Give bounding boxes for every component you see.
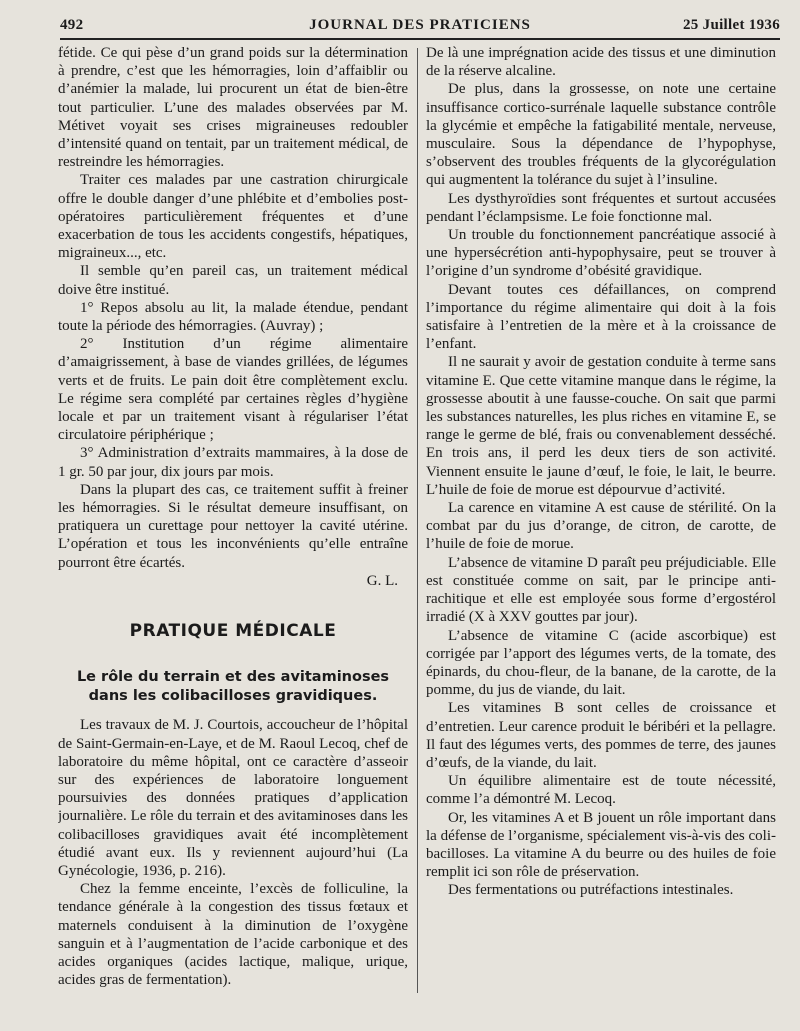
paragraph: Il semble qu’en pareil cas, un traitement médical doive être institué. [58,263,408,298]
issue-date: 25 Juillet 1936 [683,17,780,33]
paragraph: Les dysthyroïdies sont fréquentes et surtout accusées pendant l’éclampsisme. Le foie fonctionne mal. [426,190,776,225]
header-rule [60,38,780,40]
paragraph: Dans la plupart des cas, ce traitement suffit à freiner les hémorragies. Si le résultat demeure insuffisant, on pratiquera un curettage pour nettoyer la cavité utérine. L’opération et tous les inconvénients qu’elle entraîne pourront être écartés. [58,481,408,571]
paragraph: La carence en vitamine A est cause de stérilité. On la combat par du jus d’orange, de citron, de carotte, de l’huile de foie de morue. [426,500,776,553]
paragraph: Traiter ces malades par une castration chirurgicale offre le double danger d’une phlébite et d’embolies post-opératoires particulièrement fréquentes et d’une exacerbation de tous les accidents congestifs, hépatiques, migraineux..., etc. [58,172,408,262]
paragraph: Chez la femme enceinte, l’excès de folliculine, la tendance générale à la congestion des tissus fœtaux et maternels conduisent à la diminution de l’oxygène sanguin et à l’augmentation de l’acide carbonique et des acides organiques (acides lactique, malique, urique, acides gras de fermentation). [58,881,408,989]
paragraph: Un trouble du fonctionnement pancréatique associé à une hypersécrétion anti-hypophysaire, peut se trouver à l’origine d’un syndrome d’obésité gravidique. [426,227,776,280]
paragraph: De plus, dans la grossesse, on note une certaine insuffisance cortico-surrénale laquelle substance contrôle la glycémie et empêche la fatigabilité mentale, nerveuse, musculaire. Sous la dépendance de l’hypophyse, s’observent des troubles fréquents de la glycorégulation qui augmentent la tolérance du sujet à l’insuline. [426,81,776,189]
paragraph: Les vitamines B sont celles de croissance et d’entretien. Leur carence produit le béribéri et la pellagre. Il faut des légumes verts, des pommes de terre, des jaunes d’œufs, de la viande, du lait. [426,700,776,771]
paragraph: L’absence de vitamine C (acide ascorbique) est corrigée par l’apport des légumes verts, de la tomate, des épinards, du chou-fleur, de la banane, de la carotte, de la pomme, du jus de viande, du lait. [426,627,776,699]
paragraph: Devant toutes ces défaillances, on comprend l’importance du régime alimentaire qui doit à la fois satisfaire à l’entretien de la mère et à la croissance de l’enfant. [426,281,776,353]
left-column [58,44,408,1009]
paragraph: 2° Institution d’un régime alimentaire d’amaigrissement, à base de viandes grillées, de légumes verts et de fruits. Le pain doit être complètement exclu. Le régime sera complété par certaines règles d’hygiène locale et par un traitement visant à régulariser l’état circulatoire périphérique ; [58,336,408,444]
paragraph: Or, les vitamines A et B jouent un rôle important dans la défense de l’organisme, spécialement vis-à-vis des coli-bacilloses. La vitamine A du beurre ou des huiles de foie remplit ici son rôle de préservation. [426,809,776,881]
article-title-line: dans les colibacilloses gravidiques. [88,688,378,705]
page-header [60,14,780,38]
section-title: PRATIQUE MÉDICALE [129,621,337,642]
article-title-line: Le rôle du terrain et des avitaminoses [76,669,390,686]
journal-title: JOURNAL DES PRATICIENS [309,17,531,33]
paragraph: Les travaux de M. J. Courtois, accoucheur de l’hôpital de Saint-Germain-en-Laye, et de M. Raoul Lecoq, chef de laboratoire du même hôpital, ont ce caractère d’asseoir sur des expériences de laboratoire longuement poursuivies des données pratiques d’application journalière. Le rôle du terrain et des avitaminoses dans les colibacilloses gravidiques avait été incomplètement étudié avant eux. Ils y reviennent aujourd’hui (La Gynécologie, 1936, p. 216). [58,717,408,879]
page-number: 492 [60,17,84,33]
paragraph: Des fermentations ou putréfactions intestinales. [448,882,734,899]
article-title [58,668,408,706]
signature: G. L. [366,572,398,589]
paragraph: Un équilibre alimentaire est de toute nécessité, comme l’a démontré M. Lecoq. [426,773,776,808]
paragraph: Il ne saurait y avoir de gestation conduite à terme sans vitamine E. Que cette vitamine manque dans le régime, la grossesse aboutit à une fausse-couche. On sait que parmi les substances naturelles, les plus riches en vitamine E, se range le germe de blé, frais ou convenablement desséché. En trois ans, il perd les deux tiers de son activité. Viennent ensuite le jaune d’œuf, le foie, le lait, le beurre. L’huile de foie de morue est dépourvue d’activité. [426,354,776,498]
right-column [426,44,776,1009]
column-divider [417,48,418,993]
paragraph: 1° Repos absolu au lit, la malade étendue, pendant toute la période des hémorragies. (Auvray) ; [58,299,408,335]
paragraph: De là une imprégnation acide des tissus et une diminution de la réserve alcaline. [426,45,776,80]
paragraph: 3° Administration d’extraits mammaires, à la dose de 1 gr. 50 par jour, dix jours par mois. [58,445,408,480]
paragraph: L’absence de vitamine D paraît peu préjudiciable. Elle est constituée comme on sait, par le principe anti-rachitique et elle est employée sous forme d’ergostérol irradié (X à XXV gouttes par jour). [426,554,776,626]
paragraph: fétide. Ce qui pèse d’un grand poids sur la détermination à prendre, c’est que les hémorragies, loin d’affaiblir ou d’anémier la malade, lui procurent un état de bien-être tout particulier. L’une des malades observées par M. Métivet voyait ses crises migraineuses redoubler d’intensité quand on tentait, par un traitement médical, de restreindre les hémorragies. [58,45,408,171]
